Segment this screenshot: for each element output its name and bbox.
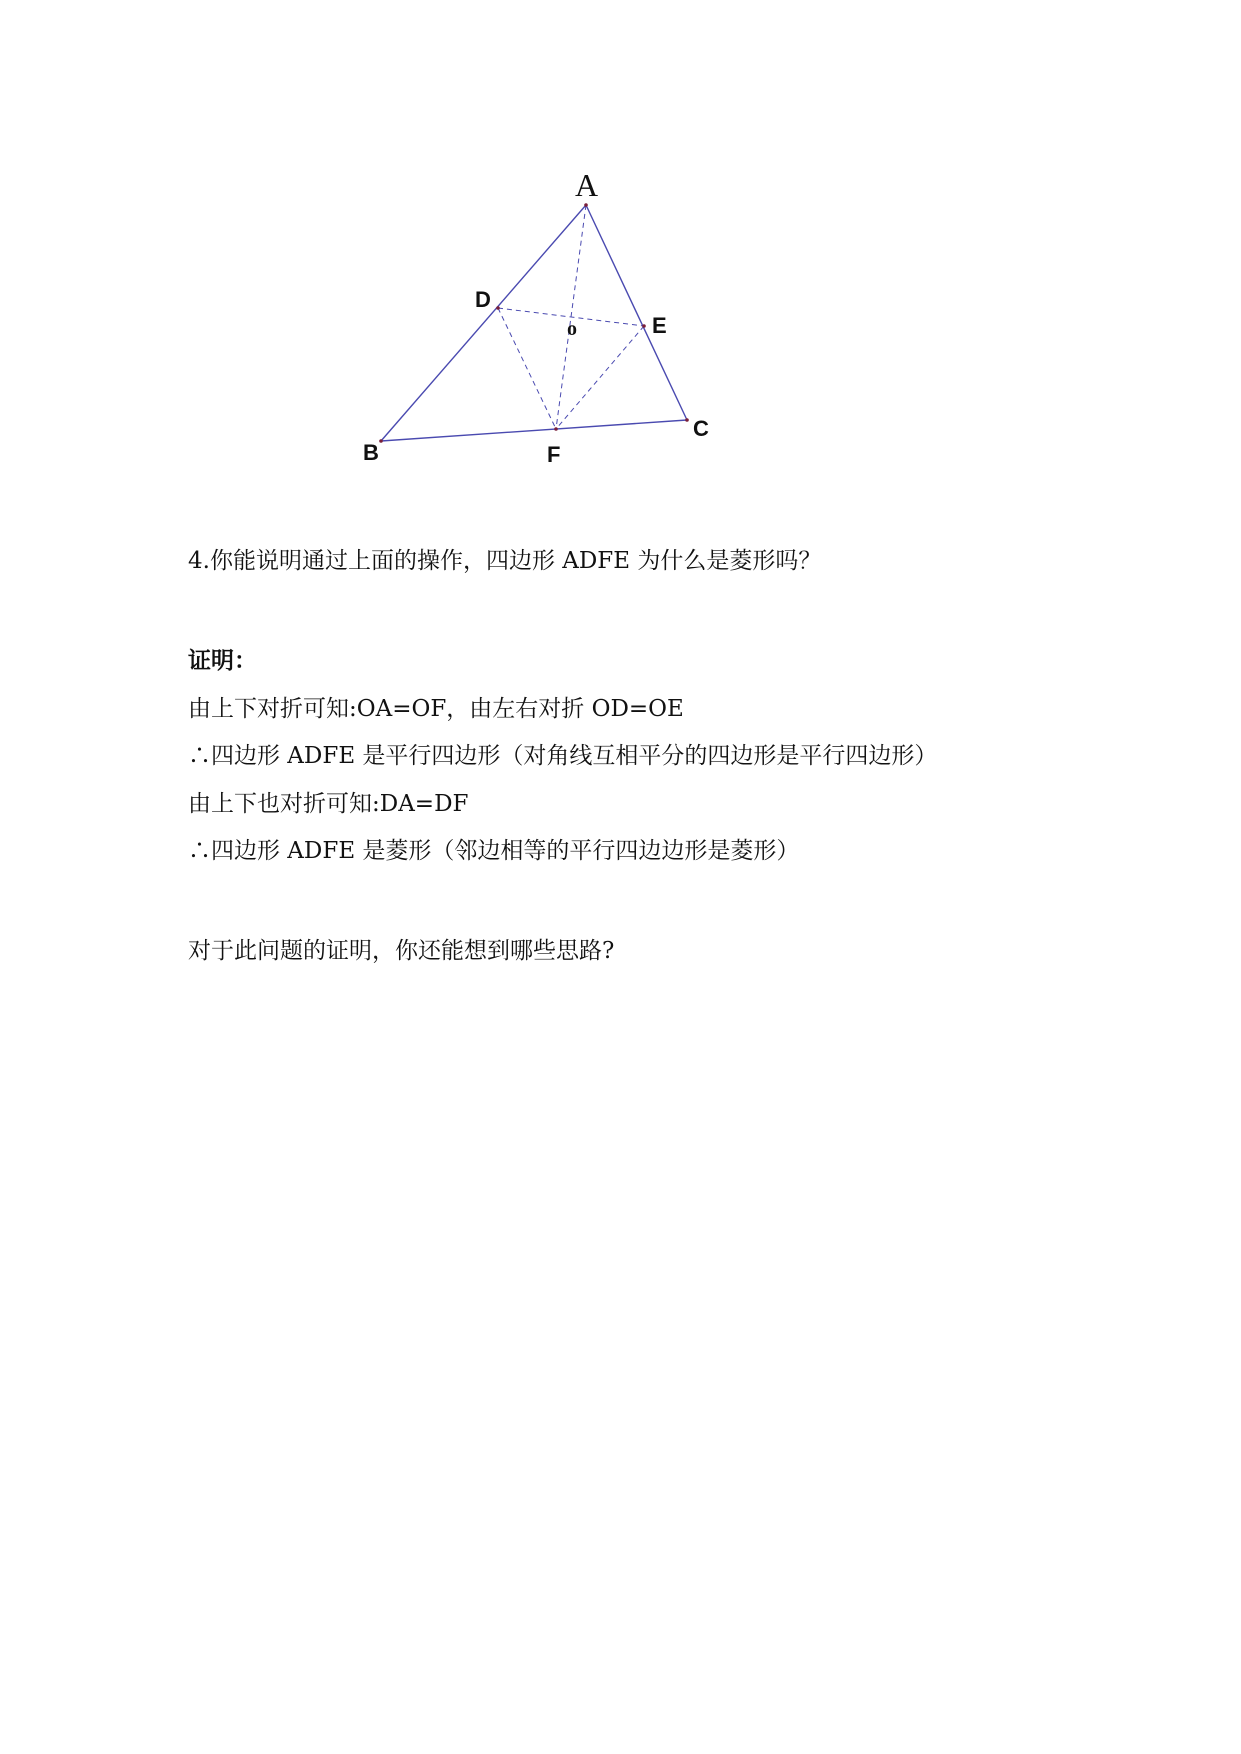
label-b: B — [363, 440, 379, 465]
proof-line-3: 由上下也对折可知:DA=DF — [188, 791, 469, 817]
label-a: A — [575, 167, 599, 203]
label-d: D — [475, 287, 491, 312]
point-a — [584, 203, 588, 207]
label-o: o — [567, 318, 577, 340]
edge-bc — [381, 420, 687, 441]
point-b — [379, 439, 383, 443]
point-d — [496, 306, 500, 310]
dashed-df — [498, 308, 556, 429]
proof-heading: 证明： — [188, 647, 257, 674]
triangle-diagram — [330, 165, 750, 485]
point-e — [642, 324, 646, 328]
proof-line-2: ∴四边形 ADFE 是平行四边形（对角线互相平分的四边形是平行四边形） — [188, 743, 938, 769]
dashed-ef — [556, 326, 644, 429]
edge-ab — [381, 205, 586, 441]
edge-ac — [586, 205, 687, 420]
proof-line-1: 由上下对折可知:OA=OF，由左右对折 OD=OE — [188, 696, 684, 722]
dashed-af — [556, 205, 586, 429]
geometry-figure — [330, 165, 750, 485]
question-text: 4.你能说明通过上面的操作，四边形 ADFE 为什么是菱形吗？ — [188, 548, 822, 574]
label-e: E — [652, 313, 667, 338]
point-c — [685, 418, 689, 422]
label-f: F — [547, 442, 561, 467]
label-c: C — [693, 416, 709, 441]
point-f — [554, 427, 558, 431]
proof-line-4: ∴四边形 ADFE 是菱形（邻边相等的平行四边边形是菱形） — [188, 838, 800, 864]
followup-question: 对于此问题的证明，你还能想到哪些思路? — [188, 938, 615, 964]
